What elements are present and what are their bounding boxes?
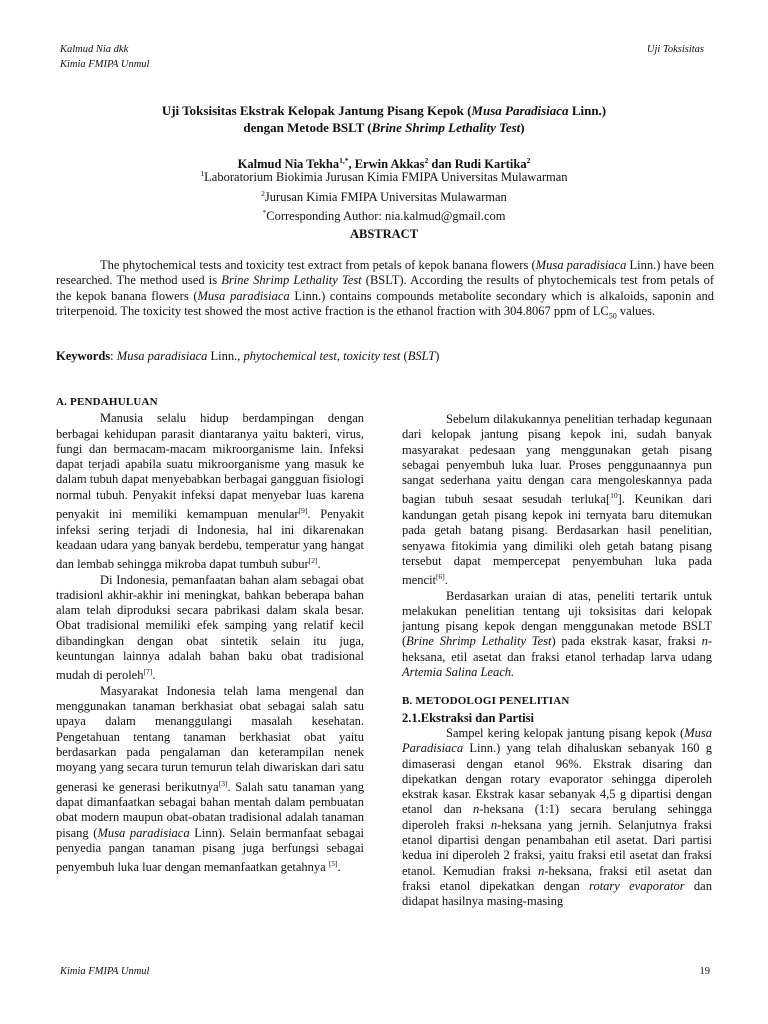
footer-journal: Kimia FMIPA Unmul — [60, 966, 150, 977]
paragraph: Di Indonesia, pemanfaatan bahan alam sebagai obat tradisionl akhir-akhir ini meningkat, bahkan beberapa bahan alam telah diproduksi secara pabrikasi dalam skala besar. Obat tradisional memiliki efek samping yang relatif kecil dibandingkan dengan obat sintetik selain itu juga, keuntungan lainnya adalah bahan baku obat tradisional mudah di peroleh[7]. — [56, 572, 364, 683]
paragraph: Sebelum dilakukannya penelitian terhadap kegunaan dari kelopak jantung pisang kepok ini, sudah banyak masyarakat pedesaan yang menggunakan getah pisang sebagai penyembuh luka luar. Proses penggunaannya pun sangat sederhana yaitu dengan cara mengoleskannya pada bagian tubuh sesaat sesudah terluka[$^{10}$]. Keunikan dari kandungan getah pisang kepok ini ternyata baru ditemukan pada getah batang pisang. Berdasarkan hasil penelitian, senyawa fitokimia yang dimiliki oleh getah batang pisang tersebut dapat mempercepat penyembuhan luka pada mencit[6]. — [402, 412, 712, 588]
right-column — [402, 412, 712, 910]
affiliations — [60, 166, 708, 225]
paragraph: Manusia selalu hidup berdampingan dengan berbagai kehidupan parasit diantaranya yaitu bakteri, virus, fungi dan bermacam-macam mikroorganisme lain. Infeksi dapat terjadi apabila suatu mikroorganisme yang masuk ke dalam tubuh dapat menyebabkan berbagai gangguan fisiologi normal tubuh. Penyakit infeksi dapat menyebar luas karena penyakit ini memiliki kemampuan menular[9]. Penyakit infeksi sering terjadi di Indonesia, hal ini dikarenakan keadaan udara yang banyak berdebu, temperatur yang hangat dan lembab sehingga mikroba dapat tumbuh subur[2]. — [56, 411, 365, 572]
abstract-text: The phytochemical tests and toxicity test extract from petals of kepok banana flowers (Musa paradisiaca Linn.) have been researched. The method used is Brine Shrimp Lethality Test (BSLT). According the results of phytochemicals test from petals of the kepok banana flowers (Musa paradisiaca Linn.) contains compounds metabolite secondary which is alkaloids, saponin and triterpenoid. The toxicity test showed the most active fraction is the ethanol fraction with 304.8067 ppm of $LC_{50}$ values. — [56, 258, 714, 321]
subsection-heading: 2.1.Ekstraksi dan Partisi — [402, 710, 534, 725]
affiliation-2: $^2$Jurusan Kimia FMIPA Universitas Mulawarman — [261, 188, 507, 204]
header-journal: Kimia FMIPA Unmul — [60, 59, 150, 70]
page-number: 19 — [699, 966, 710, 977]
running-header-left — [60, 42, 149, 72]
section-a-heading: A. PENDAHULUAN — [56, 396, 158, 408]
title-line-2: dengan Metode BSLT (Brine Shrimp Lethality Test) — [243, 120, 525, 135]
keywords: Keywords: Musa paradisiaca Linn., phytochemical test, toxicity test (BSLT) — [56, 349, 440, 363]
left-column — [56, 395, 364, 876]
header-authors: Kalmud Nia dkk — [60, 44, 129, 55]
title-line-1: Uji Toksisitas Ekstrak Kelopak Jantung Pisang Kepok (Musa Paradisiaca Linn.) — [161, 103, 607, 118]
abstract-heading: ABSTRACT — [349, 227, 419, 241]
corresponding-author: *Corresponding Author: nia.kalmud@gmail.com — [262, 208, 506, 224]
section-b-heading: B. METODOLOGI PENELITIAN — [402, 695, 570, 708]
paragraph: Masyarakat Indonesia telah lama mengenal dan menggunakan tanaman berkhasiat obat sebagai salah satu upaya dalam menanggulangi masalah kesehatan. Pengetahuan tentang tanaman berkhasiat obat yaitu berdasarkan pada pengalaman dan keterampilan nenek moyang yang secara turun temurun telah diwariskan dari satu generasi ke generasi berikutnya[3]. Salah satu tanaman yang dapat dimanfaatkan sebagai bahan mentah dalam pembuatan obat modern maupun obat-obatan tradisional adalah tanaman pisang (Musa paradisiaca Linn). Selain bermanfaat sebagai penyedia pangan tanaman pisang juga berfungsi sebagai penyembuh luka luar dengan memanfaatkan getahnya [5]. — [56, 683, 364, 875]
author-list: Kalmud Nia Tekha$^{1,*}$, Erwin Akkas$^2$ dan Rudi Kartika$^2$ — [237, 156, 531, 172]
running-header-right: Uji Toksisitas — [646, 44, 704, 55]
paragraph: Berdasarkan uraian di atas, peneliti tertarik untuk melakukan penelitian tentang uji toksisitas dari kelopak jantung pisang kepok dengan menggunakan metode BSLT (Brine Shrimp Lethality Test) pada ekstrak kasar, fraksi n-heksana, etil asetat dan fraksi etanol terhadap larva udang Artemia Salina Leach. — [402, 588, 712, 680]
paragraph: Sampel kering kelopak jantung pisang kepok (Musa Paradisiaca Linn.) yang telah dihaluskan sebanyak 160 g dimaserasi dengan etanol 96%. Ekstrak disaring dan dipekatkan dengan rotary evaporator sehingga diperoleh ekstrak kasar. Ekstrak kasar sebanyak 4,5 g dipartisi dengan etanol dan n-heksana (1:1) secara berulang sehingga diperoleh fraksi n-heksana yang jernih. Selanjutnya fraksi etanol dipartisi dengan penambahan etil asetat. Dari partisi kedua ini diperoleh 2 fraksi, yaitu fraksi etil asetat dan fraksi etanol. Kemudian fraksi n-heksana, fraksi etil asetat dan fraksi etanol dipekatkan dengan rotary evaporator dan didapat hasilnya masing-masing — [402, 725, 713, 909]
affiliation-1: $^1$Laboratorium Biokimia Jurusan Kimia FMIPA Universitas Mulawarman — [200, 169, 568, 185]
paper-title — [60, 102, 708, 136]
